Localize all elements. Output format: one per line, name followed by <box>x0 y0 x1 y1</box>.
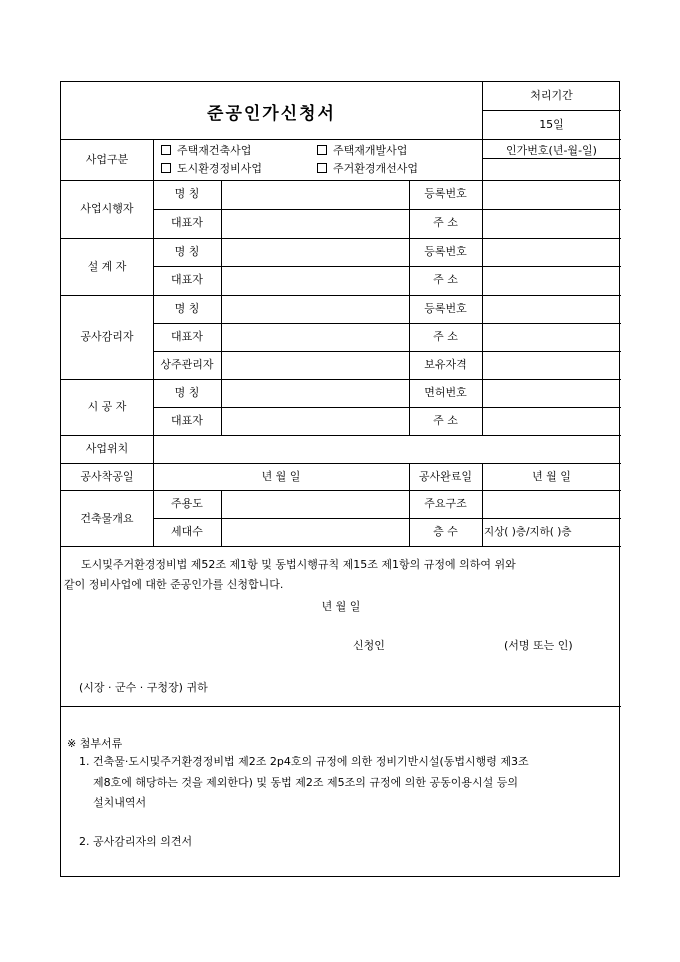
floors-label: 층 수 <box>433 525 458 538</box>
start-date-field[interactable]: 년 월 일 <box>261 470 301 483</box>
option-housing-rebuild[interactable]: 주택재건축사업 <box>161 144 251 158</box>
divider <box>153 407 621 408</box>
reg-no-label: 등록번호 <box>424 302 467 315</box>
divider <box>482 158 621 159</box>
attachment-item-1-line-1: 1. 건축물·도시및주거환경정비법 제2조 2p4호의 규정에 의한 정비기반시설(동법시행령 제3조 <box>79 755 529 768</box>
divider <box>482 110 621 111</box>
divider <box>61 463 621 464</box>
divider <box>61 295 621 296</box>
main-structure-label: 주요구조 <box>424 497 467 510</box>
name-label: 명 칭 <box>174 187 200 200</box>
name-label: 명 칭 <box>174 245 200 258</box>
application-date: 년 월 일 <box>321 600 361 613</box>
divider <box>61 490 621 491</box>
divider <box>153 139 154 180</box>
option-urban-environment[interactable]: 도시환경정비사업 <box>161 162 262 176</box>
name-label: 명 칭 <box>174 386 200 399</box>
rep-label: 대표자 <box>171 216 203 229</box>
processing-period-label: 처리기간 <box>530 89 573 102</box>
reg-no-label: 등록번호 <box>424 187 467 200</box>
main-use-label: 주용도 <box>171 497 203 510</box>
start-date-label: 공사착공일 <box>80 470 134 483</box>
checkbox[interactable] <box>317 163 327 173</box>
addressee: (시장 · 군수 · 구청장) 귀하 <box>79 681 208 694</box>
divider <box>221 180 222 435</box>
households-label: 세대수 <box>171 525 203 538</box>
divider <box>153 209 621 210</box>
floors-field[interactable]: 지상( )층/지하( )층 <box>484 526 572 538</box>
end-date-field[interactable]: 년 월 일 <box>532 470 571 483</box>
license-no-label: 면허번호 <box>424 386 467 399</box>
divider <box>221 490 222 546</box>
resident-manager-label: 상주관리자 <box>160 358 214 371</box>
divider <box>61 706 621 707</box>
checkbox[interactable] <box>161 163 171 173</box>
signature-label: (서명 또는 인) <box>504 639 573 652</box>
reg-no-label: 등록번호 <box>424 245 467 258</box>
statement-line-1: 도시및주거환경정비법 제52조 제1항 및 동법시행규칙 제15조 제1항의 규정에 의하여 위와 <box>81 558 516 571</box>
rep-label: 대표자 <box>171 414 203 427</box>
approval-number-label: 인가번호(년-월-일) <box>506 144 597 157</box>
qualification-label: 보유자격 <box>424 358 467 371</box>
end-date-label: 공사완료일 <box>418 470 473 483</box>
checkbox[interactable] <box>161 145 171 155</box>
rep-label: 대표자 <box>171 330 203 343</box>
attachments-heading: ※ 첨부서류 <box>67 737 123 750</box>
applicant-label: 신청인 <box>353 639 385 652</box>
divider <box>61 546 621 547</box>
divider <box>61 139 621 140</box>
address-label: 주 소 <box>433 273 458 286</box>
divider <box>153 266 621 267</box>
processing-period-value: 15일 <box>539 118 564 131</box>
divider <box>61 180 621 181</box>
location-label: 사업위치 <box>85 442 129 455</box>
divider <box>61 435 621 436</box>
name-label: 명 칭 <box>174 302 200 315</box>
address-label: 주 소 <box>433 330 458 343</box>
attachment-item-1-line-2: 제8호에 해당하는 것을 제외한다) 및 동법 제2조 제5조의 규정에 의한 공동이용시설 등의 <box>93 776 519 789</box>
attachment-item-1-line-3: 설치내역서 <box>93 796 147 809</box>
building-overview-label: 건축물개요 <box>80 512 134 525</box>
address-label: 주 소 <box>433 216 458 229</box>
divider <box>153 518 621 519</box>
option-housing-redevelopment[interactable]: 주택재개발사업 <box>317 144 407 158</box>
address-label: 주 소 <box>433 414 458 427</box>
divider <box>61 379 621 380</box>
divider <box>153 351 621 352</box>
rep-label: 대표자 <box>171 273 203 286</box>
application-form <box>60 81 620 877</box>
designer-label: 설 계 자 <box>87 260 127 273</box>
divider <box>153 323 621 324</box>
supervisor-label: 공사감리자 <box>80 330 134 343</box>
executor-label: 사업시행자 <box>80 202 134 215</box>
business-type-label: 사업구분 <box>85 153 129 166</box>
divider <box>61 238 621 239</box>
page-title: 준공인가신청서 <box>207 104 336 124</box>
divider <box>482 180 483 435</box>
statement-line-2: 같이 정비사업에 대한 준공인가를 신청합니다. <box>64 578 284 591</box>
option-residential-improvement[interactable]: 주거환경개선사업 <box>317 162 418 176</box>
checkbox[interactable] <box>317 145 327 155</box>
builder-label: 시 공 자 <box>87 400 127 413</box>
attachment-item-2: 2. 공사감리자의 의견서 <box>79 835 193 848</box>
